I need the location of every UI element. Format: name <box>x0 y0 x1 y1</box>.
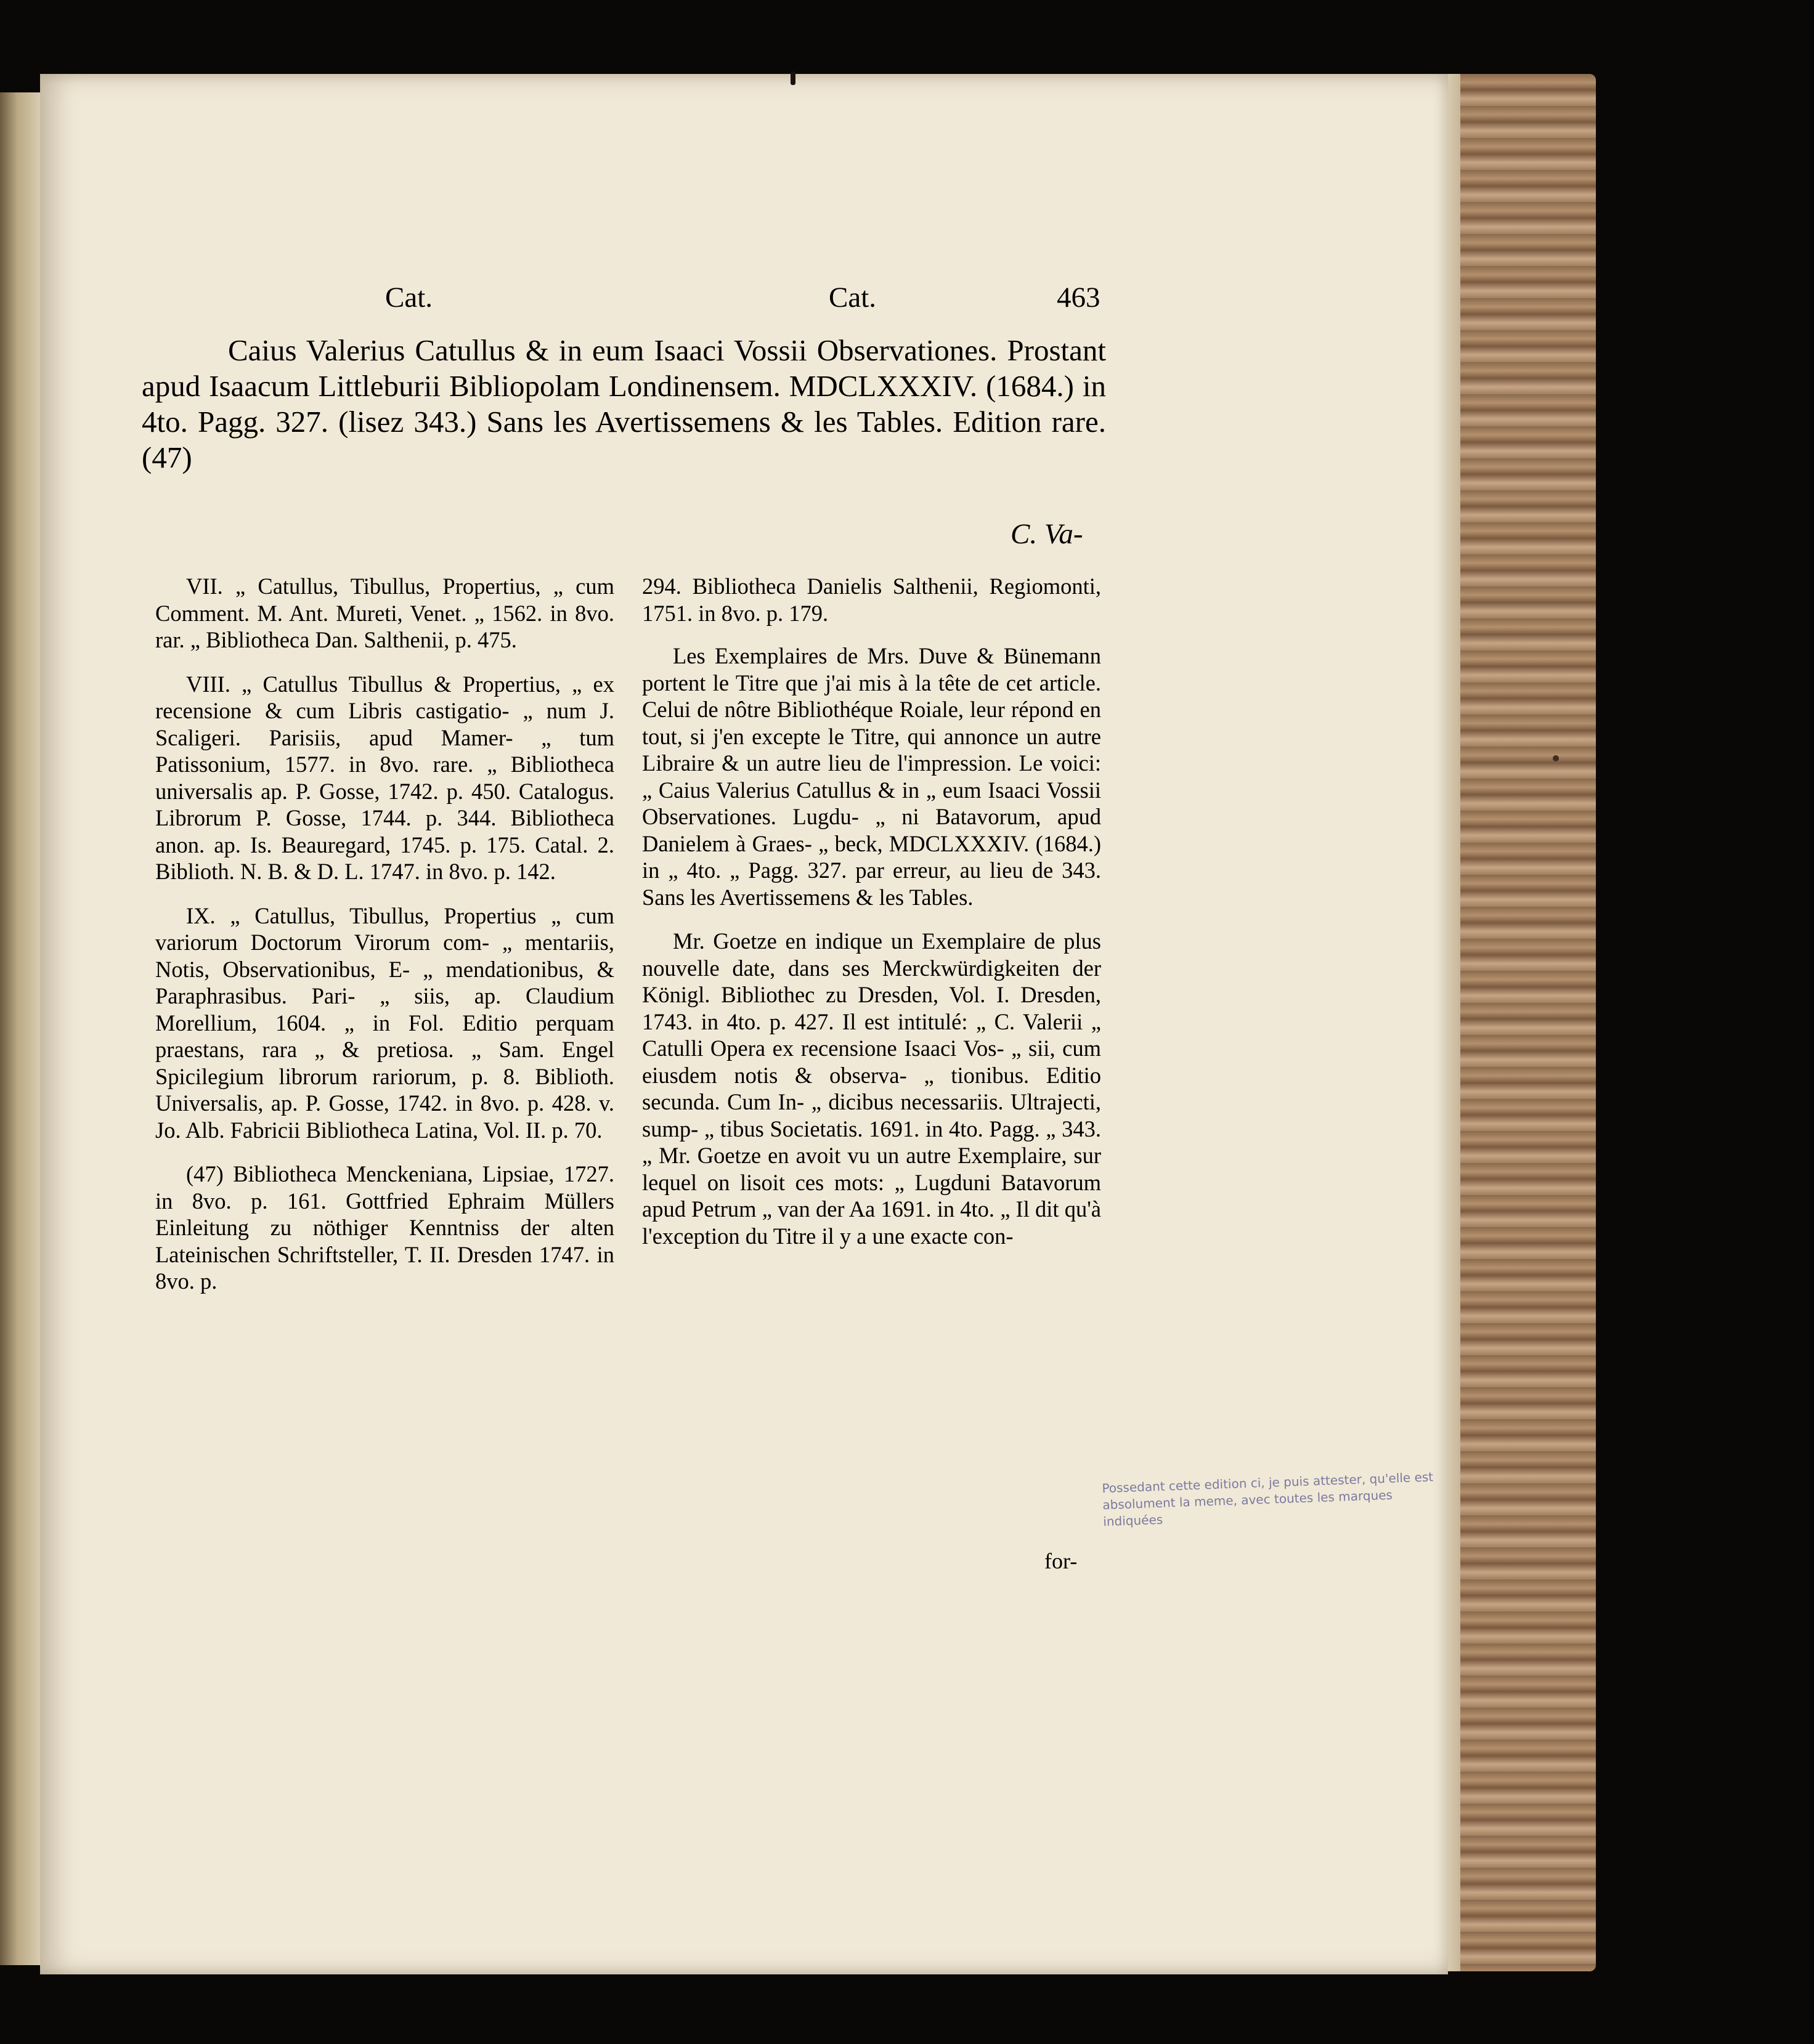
running-head-left: Cat. <box>385 282 433 314</box>
page-number: 463 <box>1057 282 1100 314</box>
entry-viii: VIII. „ Catullus Tibullus & Propertius, „ ex recensione & cum Libris castigatio- „ num J. Scaligeri. Parisiis, apud Mamer- „ tum Patissonium, 1577. in 8vo. rare. „ Bibliotheca universalis ap. P. Gosse, 1742. p. 450. Catalogus. Librorum P. Gosse, 1744. p. 344. Bibliotheca anon. ap. Is. Beauregard, 1745. p. 175. Catal. 2. Biblioth. N. B. & D. L. 1747. in 8vo. p. 142. <box>155 671 614 884</box>
footnote-47: (47) Bibliotheca Menckeniana, Lipsiae, 1727. in 8vo. p. 161. Gottfried Ephraim Müllers Einleitung zu nöthiger Kenntniss der alten Lateinischen Schriftsteller, T. II. Dresden 1747. in 8vo. p. <box>155 1161 614 1294</box>
left-page-edge <box>0 92 43 1965</box>
catchword-bottom: for- <box>1044 1549 1078 1573</box>
paragraph-exemplaires: Les Exemplaires de Mrs. Duve & Bünemann portent le Titre que j'ai mis à la tête de cet article. Celui de nôtre Bibliothéque Roiale, leur répond en tout, si j'en excepte le Titre, qui annonce un autre Libraire & un autre lieu de l'impression. Le voici: „ Caius Valerius Catullus & in „ eum Isaaci Vossii Observationes. Lugdu- „ ni Batavorum, apud Danielem à Graes- „ beck, MDCLXXXIV. (1684.) in „ 4to. „ Pagg. 327. par erreur, au lieu de 343. Sans les Avertissemens & les Tables. <box>642 643 1101 910</box>
paragraph-goetze: Mr. Goetze en indique un Exemplaire de plus nouvelle date, dans ses Merckwürdigkeiten der Königl. Bibliothec zu Dresden, Vol. I. Dresden, 1743. in 4to. p. 427. Il est intitulé: „ C. Valerii „ Catulli Opera ex recensione Isaaci Vos- „ sii, cum eiusdem notis & observa- „ tionibus. Editio secunda. Cum In- „ dicibus necessariis. Ultrajecti, sump- „ tibus Societatis. 1691. in 4to. Pagg. „ 343. „ Mr. Goetze en avoit vu un autre Exemplaire, sur lequel on lisoit ces mots: „ Lugduni Batavorum apud Petrum „ van der Aa 1691. in 4to. „ Il dit qu'à l'exception du Titre il y a une exacte con- <box>642 928 1101 1249</box>
right-column <box>642 573 1101 1267</box>
running-head-center: Cat. <box>829 282 877 314</box>
entry-vii: VII. „ Catullus, Tibullus, Propertius, „ cum Comment. M. Ant. Mureti, Venet. „ 1562. in 8vo. rar. „ Bibliotheca Dan. Salthenii, p. 475. <box>155 574 614 652</box>
ink-dot <box>1553 755 1559 761</box>
footnote-continuation: 294. Bibliotheca Danielis Salthenii, Regiomonti, 1751. in 8vo. p. 179. <box>642 574 1101 626</box>
entry-ix: IX. „ Catullus, Tibullus, Propertius „ cum variorum Doctorum Virorum com- „ mentariis, Notis, Observationibus, E- „ mendationibus, & Paraphrasibus. Pari- „ siis, ap. Claudium Morellium, 1604. „ in Fol. Editio perquam praestans, rara „ & pretiosa. „ Sam. Engel Spicilegium librorum rariorum, p. 8. Biblioth. Universalis, ap. P. Gosse, 1742. in 8vo. p. 428. v. Jo. Alb. Fabricii Bibliotheca Latina, Vol. II. p. 70. <box>155 902 614 1143</box>
left-column <box>155 573 614 1312</box>
top-paragraph: Caius Valerius Catullus & in eum Isaaci Vossii Observationes. Prostant apud Isaacum Littleburii Bibliopolam Londinensem. MDCLXXXIV. (1684.) in 4to. Pagg. 327. (lisez 343.) Sans les Avertissemens & les Tables. Edition rare. (47) <box>142 333 1106 474</box>
page-marker <box>791 71 795 85</box>
handwritten-margin-note: Possedant cette edition ci, je puis attester, qu'elle est absolument la meme, avec toutes les marques indiquées <box>1102 1469 1434 1529</box>
catch-top: C. Va- <box>1011 518 1083 550</box>
